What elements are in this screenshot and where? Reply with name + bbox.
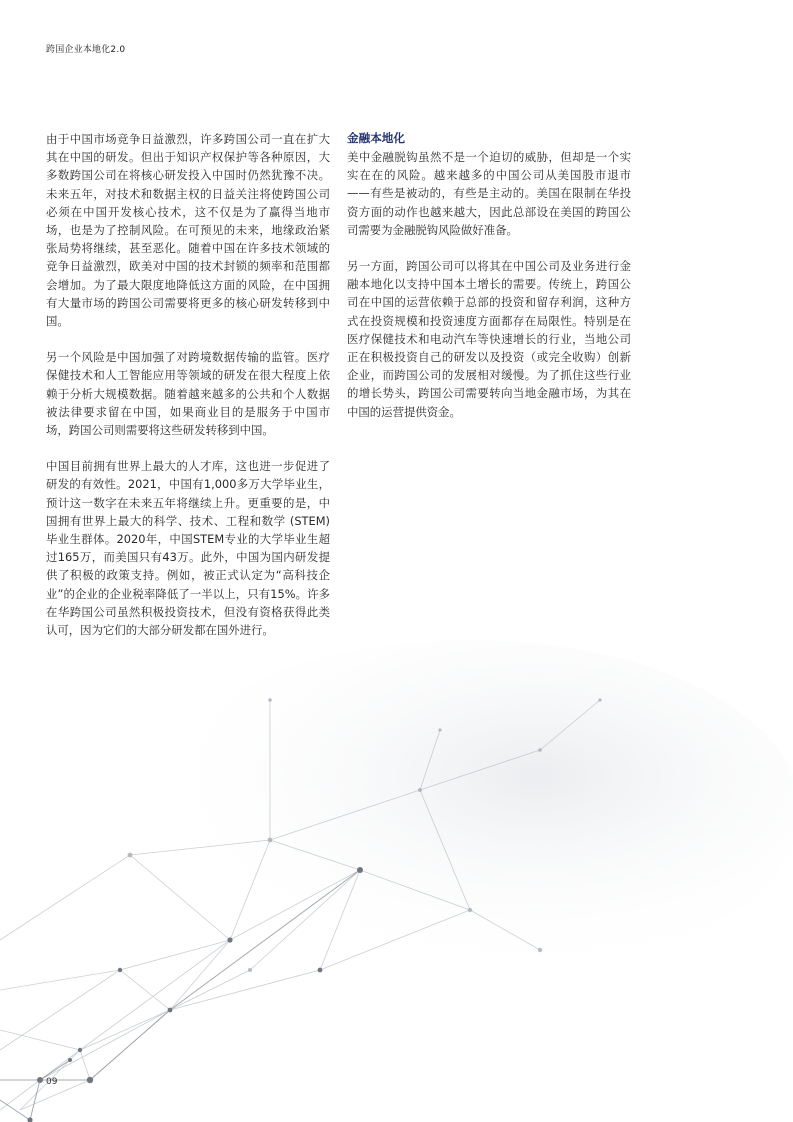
body-paragraph: 美中金融脱钩虽然不是一个迫切的威胁，但却是一个实实在在的风险。越来越多的中国公司从美国股市退市——有些是被动的，有些是主动的。美国在限制在华投资方面的动作也越来越大，因此总部设在美国的跨国公司需要为金融脱钩风险做好准备。 bbox=[347, 150, 631, 237]
running-header: 跨国企业本地化2.0 bbox=[46, 45, 126, 55]
body-paragraph: 中国目前拥有世界上最大的人才库，这也进一步促进了研发的有效性。2021，中国有1,000多万大学毕业生，预计这一数字在未来五年将继续上升。更重要的是，中国拥有世界上最大的科学、技术、工程和数学 (STEM) 毕业生群体。2020年，中国STEM专业的大学毕业生超过165万，而美国只有43万。此外，中国为国内研发提供了积极的政策支持。例如，被正式认定为“高科技企业”的企业的企业税率降低了一半以上，只有15%。许多在华跨国公司虽然积极投资技术，但没有资格获得此类认可，因为它们的大部分研发都在国外进行。 bbox=[46, 459, 330, 638]
body-paragraph: 由于中国市场竞争日益激烈，许多跨国公司一直在扩大其在中国的研发。但出于知识产权保护等各种原因，大多数跨国公司在将核心研发投入中国时仍然犹豫不决。未来五年，对技术和数据主权的日益关注将使跨国公司必须在中国开发核心技术，这不仅是为了赢得当地市场，也是为了控制风险。在可预见的未来，地缘政治紧张局势将继续，甚至恶化。随着中国在许多技术领域的竞争日益激烈，欧美对中国的技术封锁的频率和范围都会增加。为了最大限度地降低这方面的风险，在中国拥有大量市场的跨国公司需要将更多的核心研发转移到中国。 bbox=[46, 132, 330, 329]
right-column bbox=[347, 130, 631, 439]
body-paragraph: 另一个风险是中国加强了对跨境数据传输的监管。医疗保健技术和人工智能应用等领域的研发在很大程度上依赖于分析大规模数据。随着越来越多的公共和个人数据被法律要求留在中国，如果商业目的是服务于中国市场，跨国公司则需要将这些研发转移到中国。 bbox=[46, 350, 330, 438]
page-number: 09 bbox=[46, 1077, 58, 1087]
body-paragraph: 另一方面，跨国公司可以将其在中国公司及业务进行金融本地化以支持中国本土增长的需要。传统上，跨国公司在中国的运营依赖于总部的投资和留存利润，这种方式在投资规模和投资速度方面都存在局限性。特别是在医疗保健技术和电动汽车等快速增长的行业，当地公司正在积极投资自己的研发以及投资（或完全收购）创新企业，而跨国公司的发展相对缓慢。为了抓住这些行业的增长势头，跨国公司需要转向当地金融市场，为其在中国的运营提供资金。 bbox=[347, 259, 631, 419]
network-background-illustration bbox=[0, 640, 793, 1122]
section-heading: 金融本地化 bbox=[347, 131, 405, 145]
left-column bbox=[46, 130, 330, 657]
